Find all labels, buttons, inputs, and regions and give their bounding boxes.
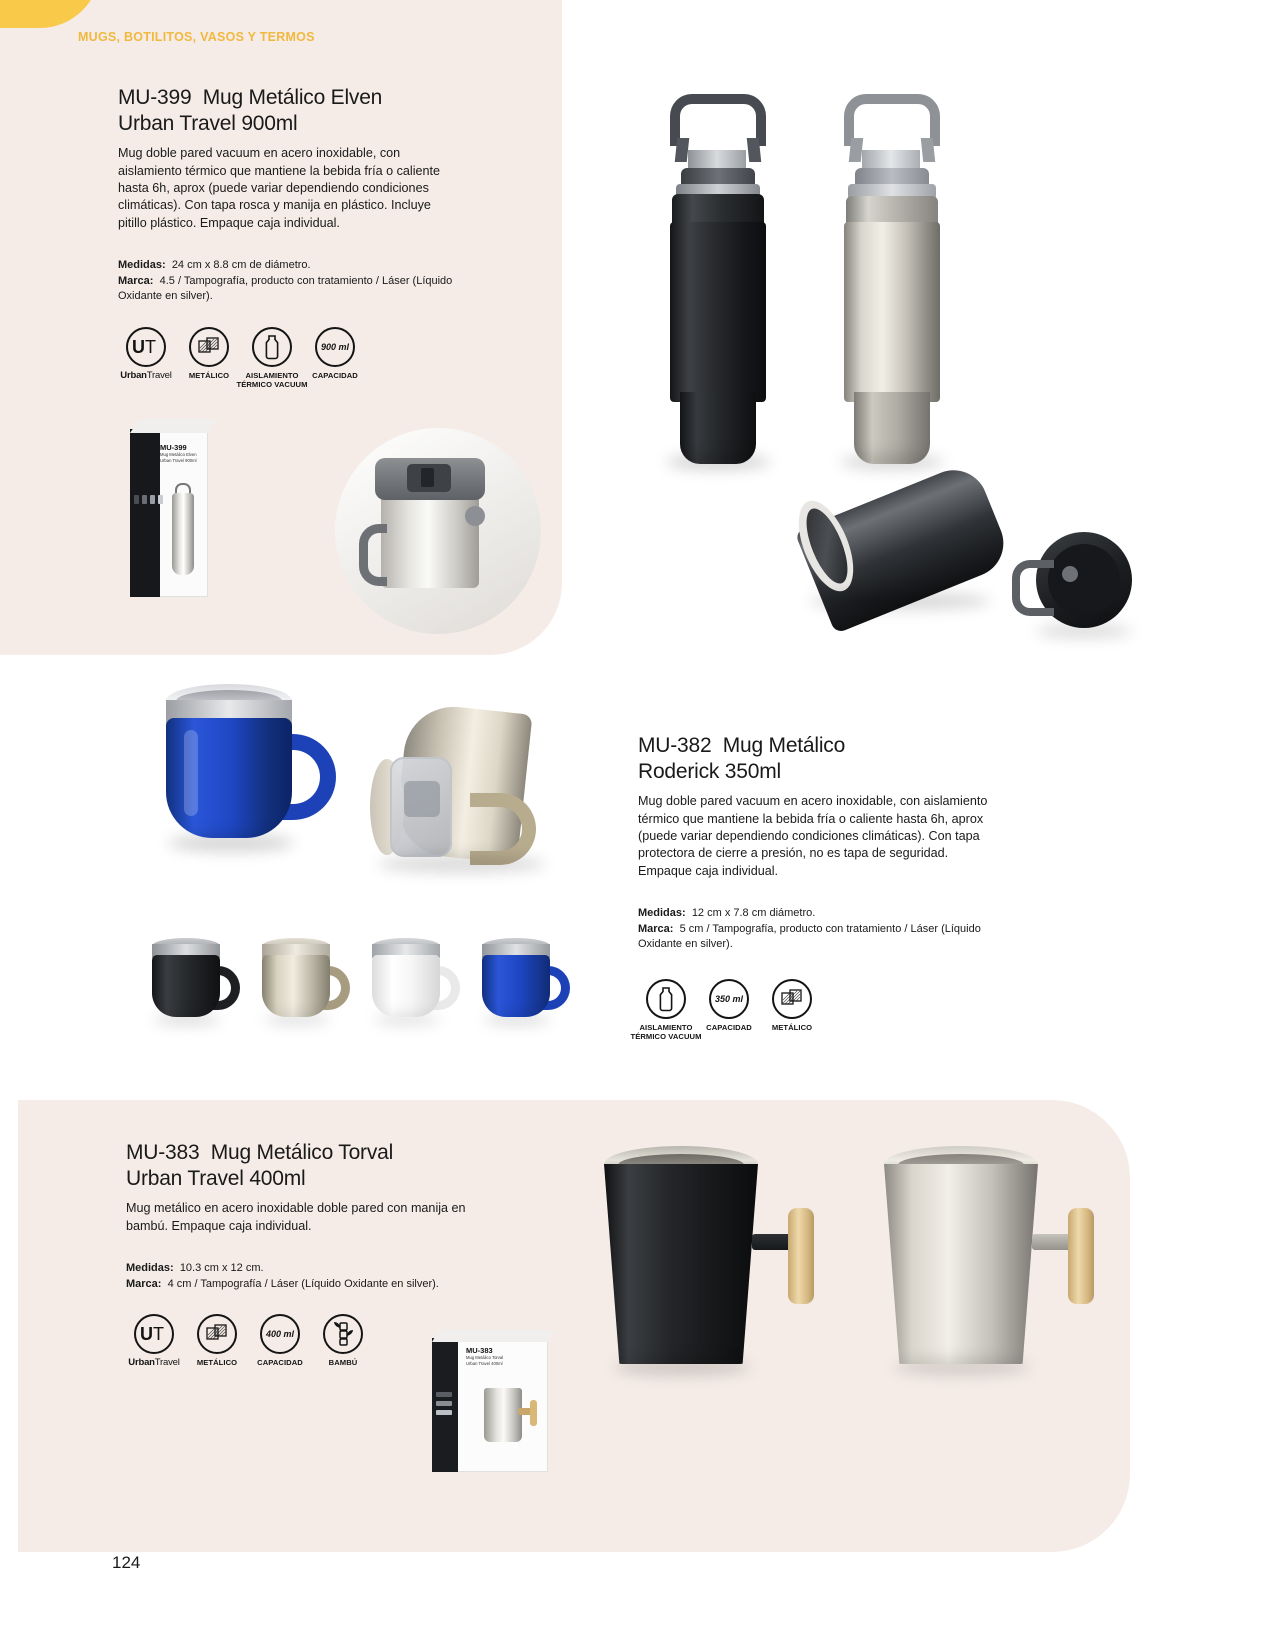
product-name-mu399: Mug Metálico Elven bbox=[202, 86, 383, 109]
icon-caption-capacity-mu382: CAPACIDAD bbox=[706, 1022, 752, 1032]
product-colorway-row-mu382 bbox=[148, 930, 588, 1040]
product-photo-mu382-champagne-open bbox=[352, 705, 568, 885]
product-photo-mu399-lid bbox=[1012, 520, 1140, 648]
icon-item-capacity-mu382 bbox=[701, 979, 757, 1032]
urban-travel-icon bbox=[134, 1314, 174, 1354]
product-photo-mu383-black bbox=[592, 1142, 852, 1412]
icon-item-metallic-mu382 bbox=[764, 979, 820, 1032]
product-specs-mu382 bbox=[638, 906, 1004, 953]
icon-caption-urban-travel: UrbanTravel bbox=[120, 369, 172, 381]
metallic-icon bbox=[772, 979, 812, 1019]
product-photo-mu399-lying bbox=[800, 440, 1000, 640]
icon-item-bamboo bbox=[315, 1314, 371, 1367]
vacuum-insulation-icon bbox=[646, 979, 686, 1019]
product-name-line2-mu382: Roderick 350ml bbox=[638, 759, 781, 783]
product-name-mu383: Mug Metálico Torval bbox=[210, 1141, 394, 1164]
medidas-label-mu399: Medidas: bbox=[118, 259, 166, 272]
product-title-mu382 bbox=[638, 733, 1008, 784]
product-specs-mu399 bbox=[118, 258, 478, 305]
svg-text:U: U bbox=[132, 336, 145, 357]
medidas-value-mu399: 24 cm x 8.8 cm de diámetro. bbox=[171, 259, 311, 272]
icon-item-capacity bbox=[307, 327, 363, 380]
capacity-value-mu399: 900 ml bbox=[320, 341, 350, 352]
icon-item-metallic-mu383 bbox=[189, 1314, 245, 1367]
marca-value-mu383: 4 cm / Tampografía / Láser (Líquido Oxidante en silver). bbox=[167, 1277, 439, 1290]
vacuum-insulation-icon bbox=[252, 327, 292, 367]
icon-caption-bamboo: BAMBÚ bbox=[328, 1358, 358, 1368]
icon-item-vacuum-insulation bbox=[236, 327, 308, 390]
product-photo-mu399-silver bbox=[822, 92, 962, 472]
box-sub-mu383: Mug Metálico Torval Urban Travel 400ml bbox=[466, 1355, 504, 1366]
capacity-value-mu383: 400 ml bbox=[265, 1329, 295, 1340]
product-title-mu399 bbox=[118, 85, 538, 136]
box-sku-mu383: MU-383 bbox=[466, 1346, 493, 1355]
medidas-label-mu383: Medidas: bbox=[126, 1261, 174, 1274]
svg-text:T: T bbox=[153, 1324, 164, 1345]
colorway-swatch-champagne bbox=[258, 930, 352, 1034]
product-box-mu399 bbox=[130, 415, 220, 600]
page-number: 124 bbox=[112, 1553, 141, 1572]
product-title-mu383 bbox=[126, 1140, 526, 1191]
icon-caption-capacity: CAPACIDAD bbox=[312, 370, 358, 380]
medidas-value-mu383: 10.3 cm x 12 cm. bbox=[179, 1261, 264, 1274]
icon-item-urban-travel bbox=[118, 327, 174, 381]
icon-caption-urban-travel-mu383: UrbanTravel bbox=[128, 1357, 180, 1369]
icon-caption-capacity-mu383: CAPACIDAD bbox=[257, 1358, 303, 1368]
product-block-mu399 bbox=[118, 85, 538, 389]
medidas-value-mu382: 12 cm x 7.8 cm diámetro. bbox=[691, 907, 816, 920]
bamboo-icon bbox=[323, 1314, 363, 1354]
capacity-icon bbox=[315, 327, 355, 367]
box-sub-mu399: Mug Metálico Elven Urban Travel 900ml bbox=[160, 452, 197, 463]
product-description-mu399: Mug doble pared vacuum en acero inoxidable, con aislamiento térmico que mantiene la bebida fría o caliente hasta 6h, aprox (puede variar dependiendo condiciones climáticas). Con tapa rosca y manija en plástico. Incluye pitillo plástico. Empaque caja individual. bbox=[118, 146, 441, 230]
urban-travel-icon bbox=[126, 327, 166, 367]
icon-caption-metallic-mu382: METÁLICO bbox=[771, 1022, 813, 1032]
marca-label-mu383: Marca: bbox=[126, 1277, 162, 1290]
marca-value-mu399: 4.5 / Tampografía, producto con tratamiento / Láser (Líquido Oxidante en silver). bbox=[118, 274, 453, 303]
product-sku-mu382: MU-382 bbox=[638, 734, 712, 757]
category-breadcrumb: MUGS, BOTILITOS, VASOS Y TERMOS bbox=[78, 30, 315, 44]
metallic-icon bbox=[197, 1314, 237, 1354]
box-sku-mu399: MU-399 bbox=[160, 443, 187, 452]
capacity-value-mu382: 350 ml bbox=[714, 993, 744, 1004]
marca-value-mu382: 5 cm / Tampografía, producto con tratamiento / Láser (Líquido Oxidante en silver). bbox=[638, 922, 981, 951]
colorway-swatch-white bbox=[368, 930, 462, 1034]
svg-text:U: U bbox=[140, 1324, 153, 1345]
product-name-line2-mu399: Urban Travel 900ml bbox=[118, 111, 298, 135]
product-name-mu382: Mug Metálico bbox=[722, 734, 846, 757]
product-description-mu382: Mug doble pared vacuum en acero inoxidable, con aislamiento térmico que mantiene la bebida fría o caliente hasta 6h, aprox (puede variar dependiendo condiciones climáticas). Con tapa protectora de cierre a presión, no es tapa de seguridad. Empaque caja individual. bbox=[638, 794, 988, 878]
marca-label-mu382: Marca: bbox=[638, 922, 674, 935]
product-photo-mu399-black bbox=[648, 92, 788, 472]
icon-row-mu399 bbox=[118, 327, 538, 389]
colorway-swatch-black bbox=[148, 930, 242, 1034]
product-name-line2-mu383: Urban Travel 400ml bbox=[126, 1166, 306, 1190]
icon-caption-metallic: METÁLICO bbox=[188, 370, 230, 380]
capacity-icon bbox=[260, 1314, 300, 1354]
product-block-mu382 bbox=[630, 733, 1008, 1042]
svg-text:T: T bbox=[145, 336, 156, 357]
product-sku-mu383: MU-383 bbox=[126, 1141, 200, 1164]
icon-caption-vacuum-insulation-mu382: AISLAMIENTO TÉRMICO VACUUM bbox=[630, 1022, 702, 1042]
product-specs-mu383 bbox=[126, 1261, 496, 1292]
product-detail-closeup-mu399 bbox=[335, 428, 541, 634]
icon-item-urban-travel-mu383 bbox=[126, 1314, 182, 1368]
medidas-label-mu382: Medidas: bbox=[638, 907, 686, 920]
metallic-icon bbox=[189, 327, 229, 367]
product-box-mu383 bbox=[432, 1328, 552, 1474]
icon-row-mu382 bbox=[630, 979, 1008, 1042]
icon-caption-metallic-mu383: METÁLICO bbox=[196, 1358, 238, 1368]
icon-item-capacity-mu383 bbox=[252, 1314, 308, 1367]
product-description-mu383: Mug metálico en acero inoxidable doble pared con manija en bambú. Empaque caja individual. bbox=[126, 1201, 466, 1233]
marca-label-mu399: Marca: bbox=[118, 274, 154, 287]
product-sku-mu399: MU-399 bbox=[118, 86, 192, 109]
icon-item-vacuum-insulation-mu382 bbox=[630, 979, 702, 1042]
capacity-icon bbox=[709, 979, 749, 1019]
product-photo-mu383-silver bbox=[872, 1142, 1132, 1412]
colorway-swatch-blue bbox=[478, 930, 572, 1034]
icon-caption-vacuum-insulation: AISLAMIENTO TÉRMICO VACUUM bbox=[236, 370, 308, 390]
product-photo-mu382-blue bbox=[158, 672, 338, 872]
